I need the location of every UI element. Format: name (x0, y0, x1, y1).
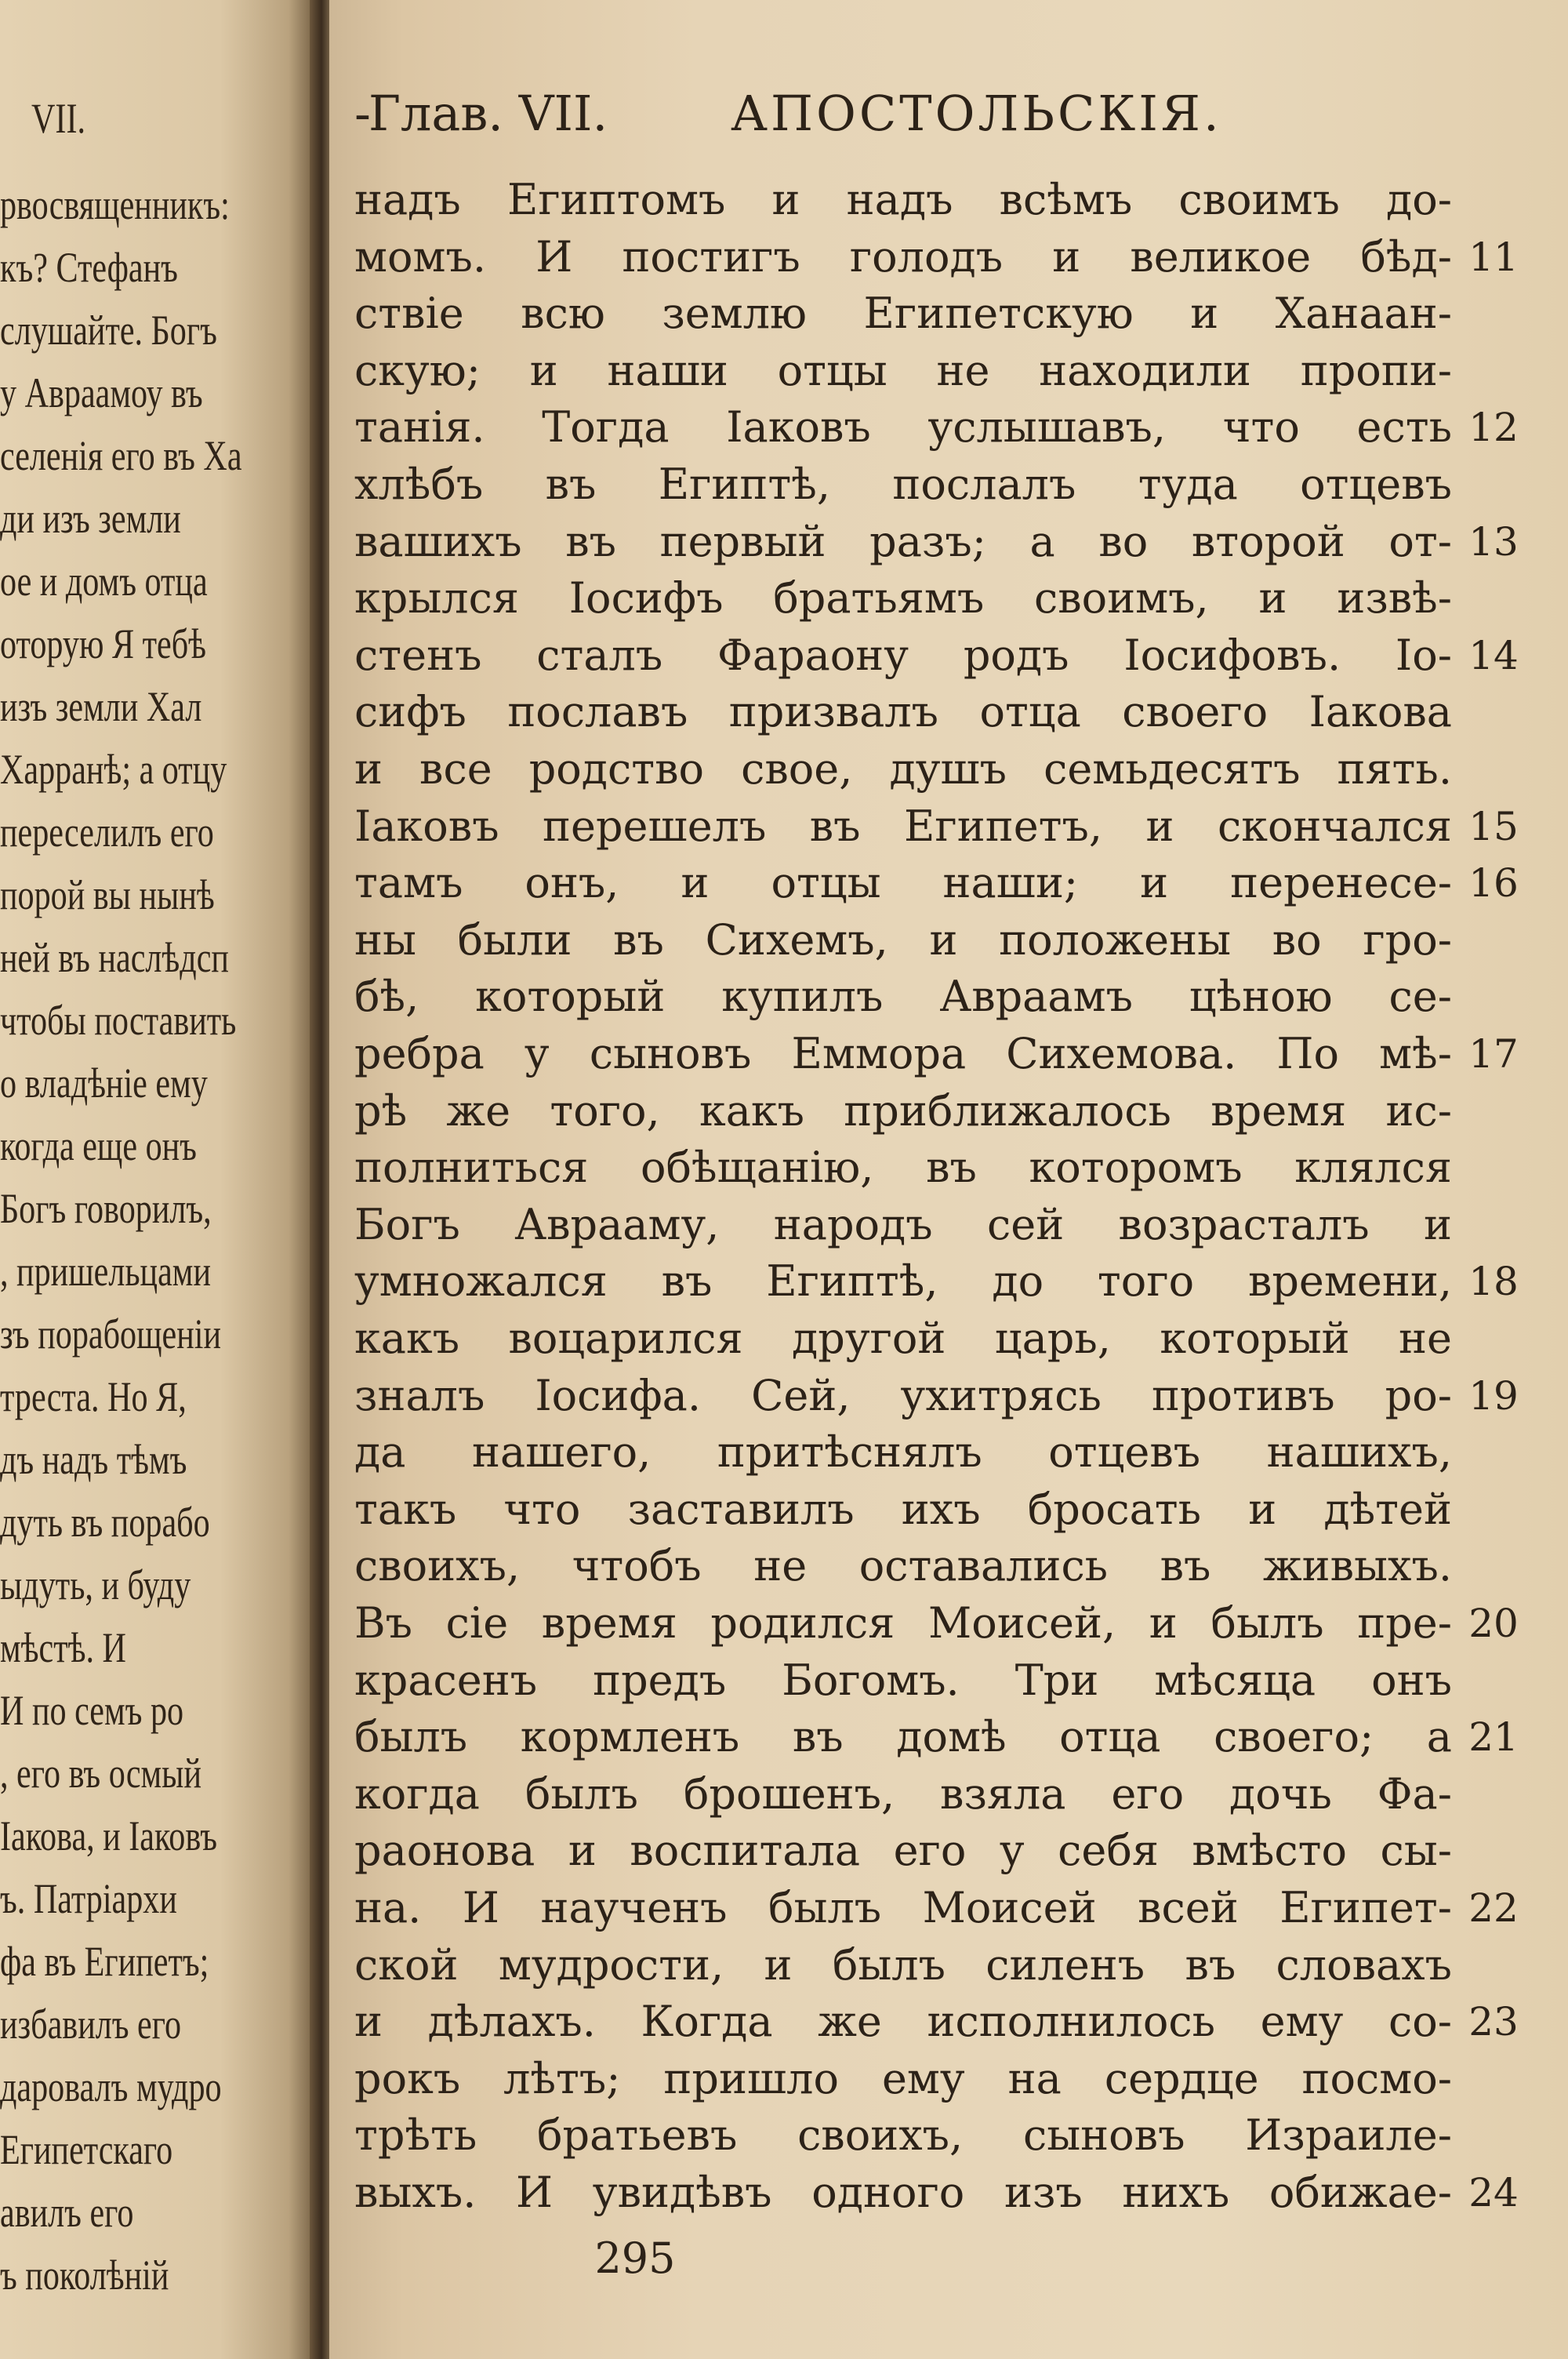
text-line: полниться обѣщанію, въ которомъ клялся (354, 1143, 1452, 1193)
text-line: Іаковъ перешелъ въ Египетъ, и скончался (354, 801, 1452, 851)
left-page-line: оторую Я тебѣ (0, 620, 207, 667)
verse-number (1458, 571, 1529, 626)
text-line: когда былъ брошенъ, взяла его дочь Фа- (354, 1768, 1452, 1819)
right-page (329, 0, 1568, 2359)
chapter-label: Глав. VII. (368, 85, 608, 142)
verse-number (1458, 1938, 1529, 1993)
left-page-line: слушайте. Богъ (0, 307, 217, 354)
left-page-line: ъ. Патріархи (0, 1875, 177, 1922)
verse-number (1458, 1823, 1529, 1878)
verse-number (1458, 457, 1529, 512)
verse-number (1458, 286, 1529, 341)
text-line: и все родство свое, душъ семьдесятъ пять. (354, 744, 1452, 794)
text-line: выхъ. И увидѣвъ одного изъ нихъ обижае- (354, 2168, 1452, 2217)
verse-number: 22 (1468, 1885, 1519, 1931)
text-line: надъ Египтомъ и надъ всѣмъ своимъ до- (354, 175, 1452, 224)
text-line: такъ что заставилъ ихъ бросать и дѣтей (354, 1484, 1452, 1534)
page-number: 295 (594, 2234, 676, 2283)
verse-number: 23 (1468, 1999, 1519, 2045)
verse-number (1458, 1084, 1529, 1139)
left-page-line: фа въ Египетъ; (0, 1938, 209, 1985)
left-page-line: ыдуть, и буду (0, 1561, 191, 1608)
text-line: рокъ лѣтъ; пришло ему на сердце посмо- (354, 2053, 1452, 2103)
left-page-line: Харранѣ; а отцу (0, 746, 227, 793)
verse-number (1458, 2108, 1529, 2163)
left-page-line: ди изъ земли (0, 495, 181, 542)
text-line: Въ сіе время родился Моисей, и былъ пре- (354, 1598, 1452, 1648)
text-line: скую; и наши отцы не находили пропи- (354, 345, 1452, 395)
left-page-line: избавилъ его (0, 2001, 182, 2048)
verse-number: 20 (1468, 1601, 1519, 1646)
text-line: ствіе всю землю Египетскую и Ханаан- (354, 289, 1452, 339)
text-line: крылся Іосифъ братьямъ своимъ, и извѣ- (354, 573, 1452, 623)
verse-number (1458, 173, 1529, 227)
left-page-line: переселилъ его (0, 809, 214, 856)
left-page-line: зъ порабощеніи (0, 1310, 221, 1358)
left-page-line: селенія его въ Ха (0, 432, 242, 479)
left-page (0, 0, 314, 2359)
text-line: вашихъ въ первый разъ; а во второй от- (354, 516, 1452, 566)
text-line: былъ кормленъ въ домѣ отца своего; а (354, 1712, 1452, 1762)
verse-number (1458, 1539, 1529, 1594)
text-line: стенъ сталъ Фараону родъ Іосифовъ. Іо- (354, 630, 1452, 680)
header-mark: - (354, 85, 371, 142)
verse-number (1458, 1198, 1529, 1252)
text-line: на. И наученъ былъ Моисей всей Египет- (354, 1883, 1452, 1932)
text-line: ны были въ Сихемъ, и положены во гро- (354, 914, 1452, 965)
verse-number: 11 (1468, 234, 1519, 280)
left-page-line: авилъ его (0, 2189, 134, 2236)
verse-number: 12 (1468, 405, 1519, 451)
text-line: зналъ Іосифа. Сей, ухитрясь противъ ро- (354, 1370, 1452, 1420)
verse-number (1458, 969, 1529, 1024)
left-page-line: порой вы нынѣ (0, 871, 215, 918)
left-page-line: Богъ говорилъ, (0, 1185, 212, 1232)
text-line: своихъ, чтобъ не оставались въ живыхъ. (354, 1541, 1452, 1591)
verse-number: 18 (1468, 1259, 1519, 1305)
text-line: какъ воцарился другой царь, который не (354, 1314, 1452, 1363)
verse-number (1458, 1767, 1529, 1822)
verse-number: 14 (1468, 632, 1519, 678)
verse-number: 21 (1468, 1714, 1519, 1761)
text-line: тамъ онъ, и отцы наши; и перенесе- (354, 858, 1452, 908)
left-page-line: ое и домъ отца (0, 558, 208, 605)
left-page-line: Египетскаго (0, 2126, 173, 2173)
left-page-line: ъ поколѣній (0, 2252, 169, 2299)
verse-number (1458, 742, 1529, 797)
left-page-line: ней въ наслѣдсп (0, 934, 229, 981)
left-page-line: рвосвященникъ: (0, 181, 230, 228)
verse-number (1458, 1311, 1529, 1366)
text-line: и дѣлахъ. Когда же исполнилось ему со- (354, 1997, 1452, 2047)
left-page-line: когда еще онъ (0, 1122, 197, 1169)
text-line: бѣ, который купилъ Авраамъ цѣною се- (354, 972, 1452, 1022)
verse-number (1458, 343, 1529, 398)
running-header (354, 85, 1515, 147)
text-line: Богъ Аврааму, народъ сей возрасталъ и (354, 1199, 1452, 1249)
left-page-line: , его въ осмый (0, 1750, 202, 1797)
left-page-line: И по семъ ро (0, 1687, 184, 1734)
text-line: момъ. И постигъ голодъ и великое бѣд- (354, 231, 1452, 282)
verse-number: 13 (1468, 518, 1519, 565)
left-page-line: треста. Но Я, (0, 1373, 187, 1420)
verse-number (1458, 1482, 1529, 1537)
text-line: трѣть братьевъ своихъ, сыновъ Израиле- (354, 2110, 1452, 2161)
left-page-header: VII. (31, 95, 86, 142)
left-page-line: о владѣніе ему (0, 1060, 208, 1107)
text-line: рѣ же того, какъ приближалось время ис- (354, 1085, 1452, 1136)
left-page-line: дуть въ порабо (0, 1499, 210, 1546)
verse-number: 19 (1468, 1372, 1519, 1419)
text-line: раонова и воспитала его у себя вмѣсто сы- (354, 1826, 1452, 1876)
left-page-line: дъ надъ тѣмъ (0, 1436, 187, 1483)
left-page-line: у Авраамоу въ (0, 369, 203, 416)
left-page-line: чтобы поставить (0, 997, 237, 1044)
verse-number (1458, 685, 1529, 740)
verse-number: 17 (1468, 1031, 1519, 1077)
text-line: ской мудрости, и былъ силенъ въ словахъ (354, 1939, 1452, 1990)
verse-number: 24 (1468, 2170, 1519, 2215)
verse-number (1458, 1140, 1529, 1195)
text-line: красенъ предъ Богомъ. Три мѣсяца онъ (354, 1655, 1452, 1705)
verse-number (1458, 913, 1529, 968)
running-title: АПОСТОЛЬСКІЯ. (731, 85, 1222, 142)
verse-number (1458, 1425, 1529, 1480)
text-line: ребра у сыновъ Еммора Сихемова. По мѣ- (354, 1029, 1452, 1078)
left-page-line: къ? Стефанъ (0, 244, 178, 291)
verse-number: 15 (1468, 803, 1519, 849)
left-page-line: , пришельцами (0, 1248, 211, 1295)
left-page-line: Іакова, и Іаковъ (0, 1812, 217, 1859)
text-line: танія. Тогда Іаковъ услышавъ, что есть (354, 402, 1452, 453)
text-line: умножался въ Египтѣ, до того времени, (354, 1256, 1452, 1307)
text-line: сифъ пославъ призвалъ отца своего Іакова (354, 687, 1452, 737)
text-line: хлѣбъ въ Египтѣ, послалъ туда отцевъ (354, 460, 1452, 509)
left-page-line: даровалъ мудро (0, 2063, 222, 2110)
verse-number: 16 (1468, 860, 1519, 907)
verse-number (1458, 2052, 1529, 2106)
left-page-line: изъ земли Хал (0, 683, 202, 730)
left-page-line: мѣстѣ. И (0, 1624, 126, 1671)
verse-number (1458, 1653, 1529, 1708)
text-line: да нашего, притѣснялъ отцевъ нашихъ, (354, 1427, 1452, 1478)
